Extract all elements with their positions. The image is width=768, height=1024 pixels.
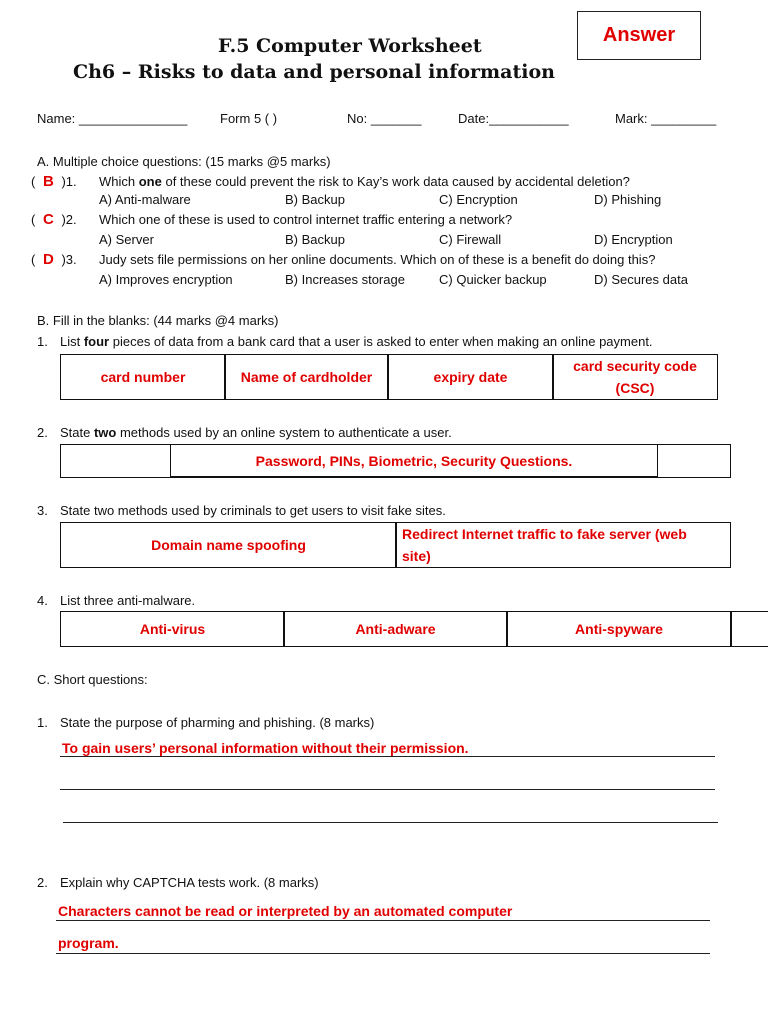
fake-site-answer-2: Redirect Internet traffic to fake server (web site) bbox=[395, 522, 731, 568]
mc-q3-option-d: D) Secures data bbox=[594, 272, 688, 287]
mc-q1-option-a: A) Anti-malware bbox=[99, 192, 191, 207]
mc-question-3-text: Judy sets file permissions on her online documents. Which on of these is a benefit do doing this? bbox=[99, 252, 656, 267]
mc-answer-1: B bbox=[42, 173, 54, 190]
mc-q3-option-c: C) Quicker backup bbox=[439, 272, 547, 287]
mc-number-3: )3. bbox=[61, 252, 77, 267]
short-question-1-number: 1. bbox=[37, 715, 48, 730]
answer-line bbox=[56, 920, 710, 921]
mc-q2-option-b: B) Backup bbox=[285, 232, 345, 247]
anti-malware-answer-1: Anti-virus bbox=[60, 611, 285, 647]
answer-line bbox=[60, 789, 715, 790]
mc-question-1: ( B )1. bbox=[31, 173, 77, 190]
fill-question-3-text: State two methods used by criminals to get users to visit fake sites. bbox=[60, 503, 446, 518]
short-answer-1: To gain users’ personal information without their permission. bbox=[62, 740, 469, 756]
mc-q3-option-a: A) Improves encryption bbox=[99, 272, 233, 287]
bank-card-answer-4: card security code (CSC) bbox=[552, 354, 718, 400]
authenticate-answer: Password, PINs, Biometric, Security Questions. bbox=[170, 444, 658, 477]
section-b-heading: B. Fill in the blanks: (44 marks @4 marks) bbox=[37, 313, 279, 328]
fill-question-4-number: 4. bbox=[37, 593, 48, 608]
short-question-2-text: Explain why CAPTCHA tests work. (8 marks) bbox=[60, 875, 319, 890]
mc-q1-option-d: D) Phishing bbox=[594, 192, 662, 207]
worksheet-title: F.5 Computer Worksheet bbox=[218, 35, 482, 57]
mark-field: Mark: _________ bbox=[615, 111, 717, 126]
mc-q1-option-b: B) Backup bbox=[285, 192, 345, 207]
mc-answer-3: D bbox=[42, 251, 54, 268]
mc-number-2: )2. bbox=[61, 212, 77, 227]
worksheet-subtitle: Ch6 – Risks to data and personal information bbox=[73, 61, 555, 83]
anti-malware-extra-cell bbox=[730, 611, 768, 647]
mc-q2-option-a: A) Server bbox=[99, 232, 154, 247]
bank-card-answer-3: expiry date bbox=[387, 354, 554, 400]
section-c-heading: C. Short questions: bbox=[37, 672, 148, 687]
anti-malware-answer-3: Anti-spyware bbox=[506, 611, 732, 647]
fill-question-3-number: 3. bbox=[37, 503, 48, 518]
mc-q1-option-c: C) Encryption bbox=[439, 192, 518, 207]
fill-question-4-text: List three anti-malware. bbox=[60, 593, 196, 608]
answer-line bbox=[60, 756, 715, 757]
mc-question-2-text: Which one of these is used to control internet traffic entering a network? bbox=[99, 212, 513, 227]
form-field: Form 5 ( ) bbox=[220, 111, 278, 126]
mc-q2-option-d: D) Encryption bbox=[594, 232, 673, 247]
short-question-2-number: 2. bbox=[37, 875, 48, 890]
fill-question-1-text: List four pieces of data from a bank card that a user is asked to enter when making an online payment. bbox=[60, 334, 653, 349]
mc-q3-option-b: B) Increases storage bbox=[285, 272, 405, 287]
mc-question-1-text: Which one of these could prevent the risk to Kay’s work data caused by accidental deletion? bbox=[99, 174, 630, 189]
short-answer-2-line-1: Characters cannot be read or interpreted by an automated computer bbox=[58, 903, 513, 919]
mc-q2-option-c: C) Firewall bbox=[439, 232, 502, 247]
bank-card-answer-1: card number bbox=[60, 354, 226, 400]
anti-malware-answer-2: Anti-adware bbox=[283, 611, 508, 647]
fill-question-1-number: 1. bbox=[37, 334, 48, 349]
section-a-heading: A. Multiple choice questions: (15 marks @5 marks) bbox=[37, 154, 331, 169]
mc-question-3: ( D )3. bbox=[31, 251, 77, 268]
answer-label: Answer bbox=[577, 11, 701, 60]
short-question-1-text: State the purpose of pharming and phishing. (8 marks) bbox=[60, 715, 375, 730]
date-field: Date:___________ bbox=[458, 111, 569, 126]
fill-question-2-text: State two methods used by an online system to authenticate a user. bbox=[60, 425, 452, 440]
answer-line bbox=[56, 953, 710, 954]
answer-line bbox=[63, 822, 718, 823]
fill-question-2-number: 2. bbox=[37, 425, 48, 440]
mc-number-1: )1. bbox=[61, 174, 77, 189]
name-field: Name: _______________ bbox=[37, 111, 188, 126]
number-field: No: _______ bbox=[347, 111, 422, 126]
mc-answer-2: C bbox=[42, 211, 54, 228]
short-answer-2-line-2: program. bbox=[58, 935, 119, 951]
mc-question-2: ( C )2. bbox=[31, 211, 77, 228]
bank-card-answer-2: Name of cardholder bbox=[224, 354, 389, 400]
fake-site-answer-1: Domain name spoofing bbox=[60, 522, 397, 568]
